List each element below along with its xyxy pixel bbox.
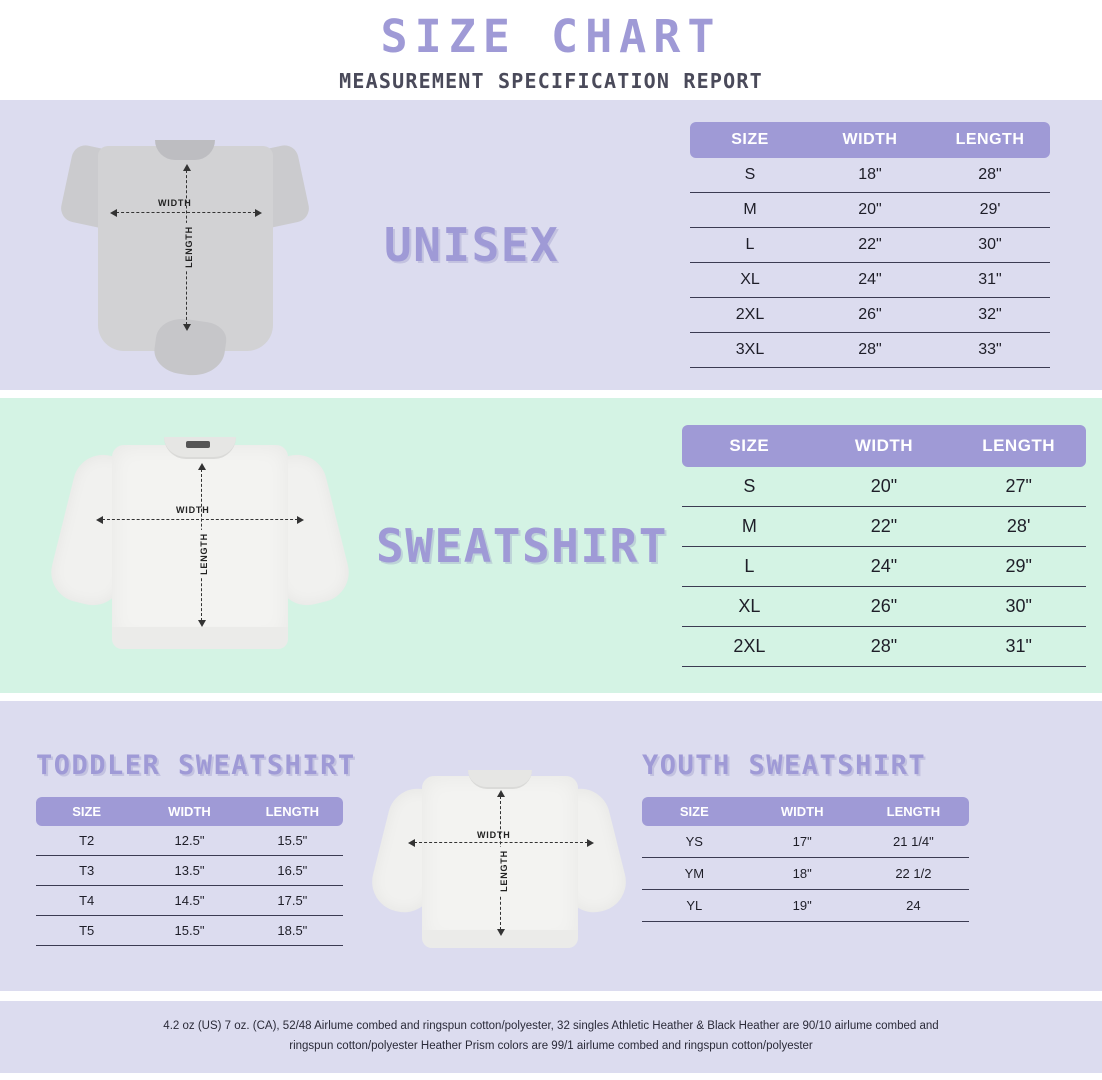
cell-width: 18" xyxy=(810,158,930,193)
toddler-title: TODDLER SWEATSHIRT xyxy=(36,750,356,781)
page-header xyxy=(0,0,1102,100)
table-row xyxy=(36,856,343,886)
cell-size: S xyxy=(682,467,817,507)
cell-size: XL xyxy=(682,586,817,626)
cell-length: 18.5" xyxy=(242,916,343,946)
cell-width: 14.5" xyxy=(137,886,241,916)
divider xyxy=(0,390,1102,398)
cell-size: S xyxy=(690,158,810,193)
table-header-row xyxy=(690,122,1050,158)
cell-width: 13.5" xyxy=(137,856,241,886)
cell-size: T2 xyxy=(36,826,137,856)
page-footer xyxy=(0,1001,1102,1073)
footer-line-2: ringspun cotton/polyester Heather Prism colors are 99/1 airlume combed and ringspun cotton/polyester xyxy=(289,1040,813,1052)
cell-size: XL xyxy=(690,263,810,298)
col-size: SIZE xyxy=(642,797,747,826)
unisex-title: UNISEX xyxy=(384,218,560,272)
cell-width: 28" xyxy=(817,626,952,666)
width-label: WIDTH xyxy=(155,198,195,208)
unisex-tshirt-illustration xyxy=(60,120,310,370)
cell-size: L xyxy=(690,228,810,263)
cell-length: 31" xyxy=(930,263,1050,298)
page-title: SIZE CHART xyxy=(380,9,722,63)
cell-width: 22" xyxy=(810,228,930,263)
cell-size: YS xyxy=(642,826,747,858)
divider xyxy=(0,991,1102,1001)
youth-size-table xyxy=(642,797,969,922)
table-row xyxy=(642,890,969,922)
table-header-row xyxy=(642,797,969,826)
footer-note xyxy=(163,1017,938,1056)
table-row xyxy=(682,626,1086,666)
col-width: WIDTH xyxy=(810,122,930,158)
table-row xyxy=(36,826,343,856)
cell-size: 2XL xyxy=(690,298,810,333)
cell-length: 21 1/4" xyxy=(858,826,969,858)
youth-title: YOUTH SWEATSHIRT xyxy=(642,750,927,781)
col-width: WIDTH xyxy=(817,425,952,467)
cell-size: 3XL xyxy=(690,333,810,368)
unisex-title-wrap xyxy=(384,218,684,272)
cell-width: 20" xyxy=(817,467,952,507)
cell-length: 24 xyxy=(858,890,969,922)
col-size: SIZE xyxy=(682,425,817,467)
col-length: LENGTH xyxy=(858,797,969,826)
page-subtitle: MEASUREMENT SPECIFICATION REPORT xyxy=(339,68,763,93)
table-row xyxy=(682,506,1086,546)
length-label: LENGTH xyxy=(184,223,194,271)
section-kids xyxy=(0,701,1102,991)
table-row xyxy=(642,826,969,858)
sweatshirt-title-wrap xyxy=(376,519,682,573)
cell-length: 29" xyxy=(951,546,1086,586)
col-width: WIDTH xyxy=(137,797,241,826)
cell-size: M xyxy=(682,506,817,546)
cell-width: 24" xyxy=(817,546,952,586)
col-length: LENGTH xyxy=(930,122,1050,158)
width-arrow-icon xyxy=(414,842,588,843)
cell-width: 12.5" xyxy=(137,826,241,856)
width-label: WIDTH xyxy=(173,505,213,515)
length-label: LENGTH xyxy=(499,847,509,895)
toddler-block xyxy=(36,750,356,946)
table-row xyxy=(682,586,1086,626)
sweatshirt-table-wrap xyxy=(682,425,1086,667)
table-row xyxy=(690,298,1050,333)
unisex-size-table xyxy=(690,122,1050,368)
divider xyxy=(0,693,1102,701)
cell-width: 26" xyxy=(817,586,952,626)
table-header-row xyxy=(682,425,1086,467)
toddler-size-table xyxy=(36,797,343,946)
kids-sweatshirt-illustration xyxy=(374,756,624,966)
cell-length: 29' xyxy=(930,193,1050,228)
footer-line-1: 4.2 oz (US) 7 oz. (CA), 52/48 Airlume combed and ringspun cotton/polyester, 32 singles Athletic Heather & Black Heather are 90/10 airlume combed and xyxy=(163,1020,939,1033)
cell-length: 32" xyxy=(930,298,1050,333)
sweatshirt-collar xyxy=(164,437,236,459)
col-size: SIZE xyxy=(690,122,810,158)
cell-length: 17.5" xyxy=(242,886,343,916)
cell-width: 18" xyxy=(747,858,858,890)
cell-width: 19" xyxy=(747,890,858,922)
table-row xyxy=(690,158,1050,193)
length-label: LENGTH xyxy=(199,530,209,578)
cell-size: YM xyxy=(642,858,747,890)
cell-size: T5 xyxy=(36,916,137,946)
cell-length: 27" xyxy=(951,467,1086,507)
col-length: LENGTH xyxy=(951,425,1086,467)
width-label: WIDTH xyxy=(474,830,514,840)
cell-width: 26" xyxy=(810,298,930,333)
sweatshirt-size-table xyxy=(682,425,1086,667)
cell-width: 24" xyxy=(810,263,930,298)
cell-size: 2XL xyxy=(682,626,817,666)
table-row xyxy=(682,467,1086,507)
section-unisex xyxy=(0,100,1102,390)
cell-width: 17" xyxy=(747,826,858,858)
cell-length: 28' xyxy=(951,506,1086,546)
cell-length: 28" xyxy=(930,158,1050,193)
table-row xyxy=(690,263,1050,298)
cell-length: 31" xyxy=(951,626,1086,666)
cell-length: 33" xyxy=(930,333,1050,368)
sweatshirt-illustration xyxy=(60,421,340,671)
sweatshirt-title: SWEATSHIRT xyxy=(376,518,668,573)
cell-size: YL xyxy=(642,890,747,922)
cell-width: 22" xyxy=(817,506,952,546)
kids-collar xyxy=(468,770,532,789)
table-header-row xyxy=(36,797,343,826)
cell-size: T4 xyxy=(36,886,137,916)
cell-length: 15.5" xyxy=(242,826,343,856)
cell-size: M xyxy=(690,193,810,228)
cell-width: 28" xyxy=(810,333,930,368)
cell-width: 20" xyxy=(810,193,930,228)
width-arrow-icon xyxy=(102,519,298,520)
section-sweatshirt xyxy=(0,398,1102,693)
table-row xyxy=(36,886,343,916)
sweatshirt-hem xyxy=(112,627,288,649)
col-width: WIDTH xyxy=(747,797,858,826)
table-row xyxy=(36,916,343,946)
cell-length: 30" xyxy=(951,586,1086,626)
col-size: SIZE xyxy=(36,797,137,826)
table-row xyxy=(690,193,1050,228)
cell-length: 16.5" xyxy=(242,856,343,886)
cell-width: 15.5" xyxy=(137,916,241,946)
col-length: LENGTH xyxy=(242,797,343,826)
table-row xyxy=(690,333,1050,368)
cell-length: 22 1/2 xyxy=(858,858,969,890)
cell-size: T3 xyxy=(36,856,137,886)
unisex-table-wrap xyxy=(690,122,1050,368)
youth-block xyxy=(642,750,982,922)
table-row xyxy=(690,228,1050,263)
cell-size: L xyxy=(682,546,817,586)
table-row xyxy=(682,546,1086,586)
sweatshirt-neck-tag xyxy=(186,441,210,448)
cell-length: 30" xyxy=(930,228,1050,263)
table-row xyxy=(642,858,969,890)
